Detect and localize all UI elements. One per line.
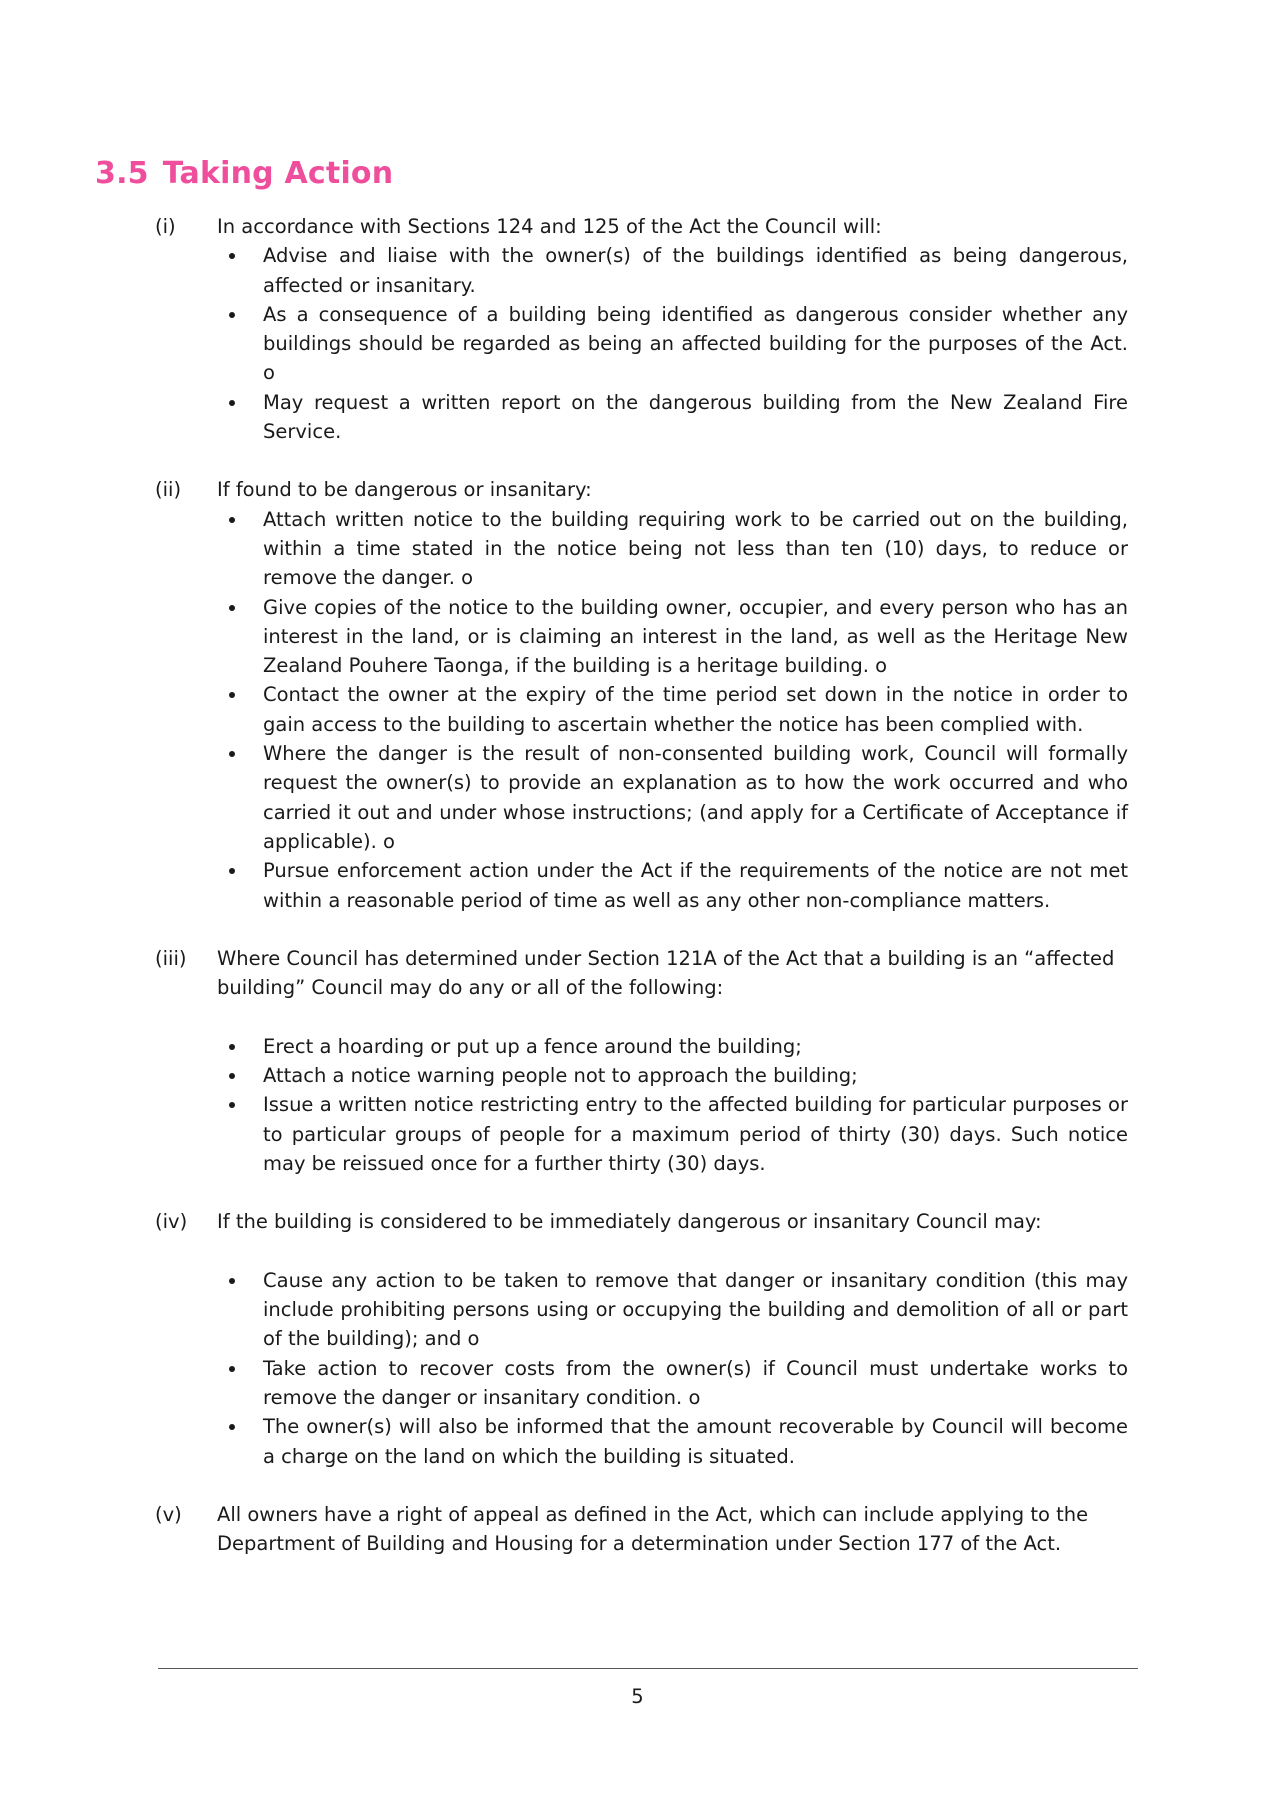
footer-divider [158,1668,1138,1669]
list-item [263,300,1128,388]
list-item-text: Erect a hoarding or put up a fence around the building; [263,1034,802,1058]
list-item-text: Where the danger is the result of non-consented building work, Council will formally request the owner(s) to provide an explanation as to how the work occurred and who carried it out and under whose instructions; (and apply for a Certificate of Acceptance if applicable). o [263,742,1128,853]
list-item-text: Issue a written notice restricting entry to the affected building for particular purposes or to particular groups of people for a maximum period of thirty (30) days. Such notice may be reissued once for a further thirty (30) days. [263,1093,1128,1175]
list-item-text: Contact the owner at the expiry of the time period set down in the notice in order to gain access to the building to ascertain whether the notice has been complied with. [263,683,1128,736]
clause-number: (iii) [155,946,187,970]
list-item-text: Attach written notice to the building requiring work to be carried out on the building, within a time stated in the notice being not less than ten (10) days, to reduce or remove the danger. o [263,507,1128,590]
section-content [0,212,1275,1587]
bullet-icon [229,1424,235,1430]
list-item-text: The owner(s) will also be informed that the amount recoverable by Council will become a charge on the land on which the building is situated. [263,1415,1128,1468]
bullet-list [0,241,1275,446]
list-item-text: Cause any action to be taken to remove that danger or insanitary condition (this may include prohibiting persons using or occupying the building and demolition of all or part of the building); and o [263,1268,1128,1351]
bullet-icon [229,1102,235,1108]
bullet-icon [229,751,235,757]
clause-intro: In accordance with Sections 124 and 125 of the Act the Council will: [217,215,882,238]
list-item [263,1061,1128,1090]
list-item-text: Give copies of the notice to the building owner, occupier, and every person who has an interest in the land, or is claiming an interest in the land, as well as the Heritage New Zealand Pouhere Taonga, if the building is a heritage building. o [263,595,1128,678]
list-item-text: Take action to recover costs from the owner(s) if Council must undertake works to remove the danger or insanitary condition. o [263,1356,1128,1409]
clause-iii [0,944,1275,1178]
bullet-icon [229,692,235,698]
clause-intro: All owners have a right of appeal as defined in the Act, which can include applying to the Department of Building and Housing for a determination under Section 177 of the Act. [217,1502,1089,1556]
clause-intro: If found to be dangerous or insanitary: [217,478,592,502]
list-item [263,1354,1128,1413]
page-number: 5 [631,1685,644,1708]
section-title-text: Taking Action [162,156,394,191]
section-number: 3.5 [95,156,149,191]
list-item-text: Attach a notice warning people not to approach the building; [263,1064,858,1088]
bullet-list [0,1032,1275,1178]
clause-v [0,1500,1275,1559]
list-item [263,1032,1128,1061]
list-item-text: Advise and liaise with the owner(s) of the buildings identified as being dangerous, affected or insanitary. [263,244,1128,297]
clause-intro: If the building is considered to be immediately dangerous or insanitary Council may: [217,1210,1042,1234]
list-item [263,739,1128,856]
bullet-icon [229,400,235,406]
list-item [263,388,1128,447]
list-item [263,505,1128,593]
bullet-icon [229,1366,235,1372]
bullet-list [0,505,1275,915]
list-item [263,680,1128,739]
clause-number: (v) [155,1502,182,1526]
list-item-text: May request a written report on the dangerous building from the New Zealand Fire Service. [263,390,1128,444]
bullet-icon [229,312,235,318]
list-item [263,593,1128,681]
clause-iv [0,1207,1275,1471]
bullet-icon [229,1278,235,1284]
clause-number: (ii) [155,478,182,502]
clause-i [0,212,1275,446]
clause-number: (iv) [155,1210,188,1234]
list-item [263,856,1128,915]
bullet-icon [229,1073,235,1079]
section-heading [95,156,393,191]
list-item [263,241,1128,300]
list-item [263,1266,1128,1354]
list-item-text: Pursue enforcement action under the Act if the requirements of the notice are not met within a reasonable period of time as well as any other non-compliance matters. [263,859,1128,912]
bullet-icon [229,1044,235,1050]
bullet-icon [229,868,235,874]
bullet-icon [229,253,235,259]
list-item [263,1412,1128,1471]
bullet-icon [229,605,235,611]
bullet-icon [229,517,235,523]
list-item-text: As a consequence of a building being identified as dangerous consider whether any buildings should be regarded as being an affected building for the purposes of the Act. o [263,302,1128,385]
bullet-list [0,1266,1275,1471]
list-item [263,1090,1128,1178]
clause-intro: Where Council has determined under Section 121A of the Act that a building is an “affected building” Council may do any or all of the following: [217,946,1115,1000]
clause-number: (i) [155,215,176,238]
clause-ii [0,475,1275,914]
